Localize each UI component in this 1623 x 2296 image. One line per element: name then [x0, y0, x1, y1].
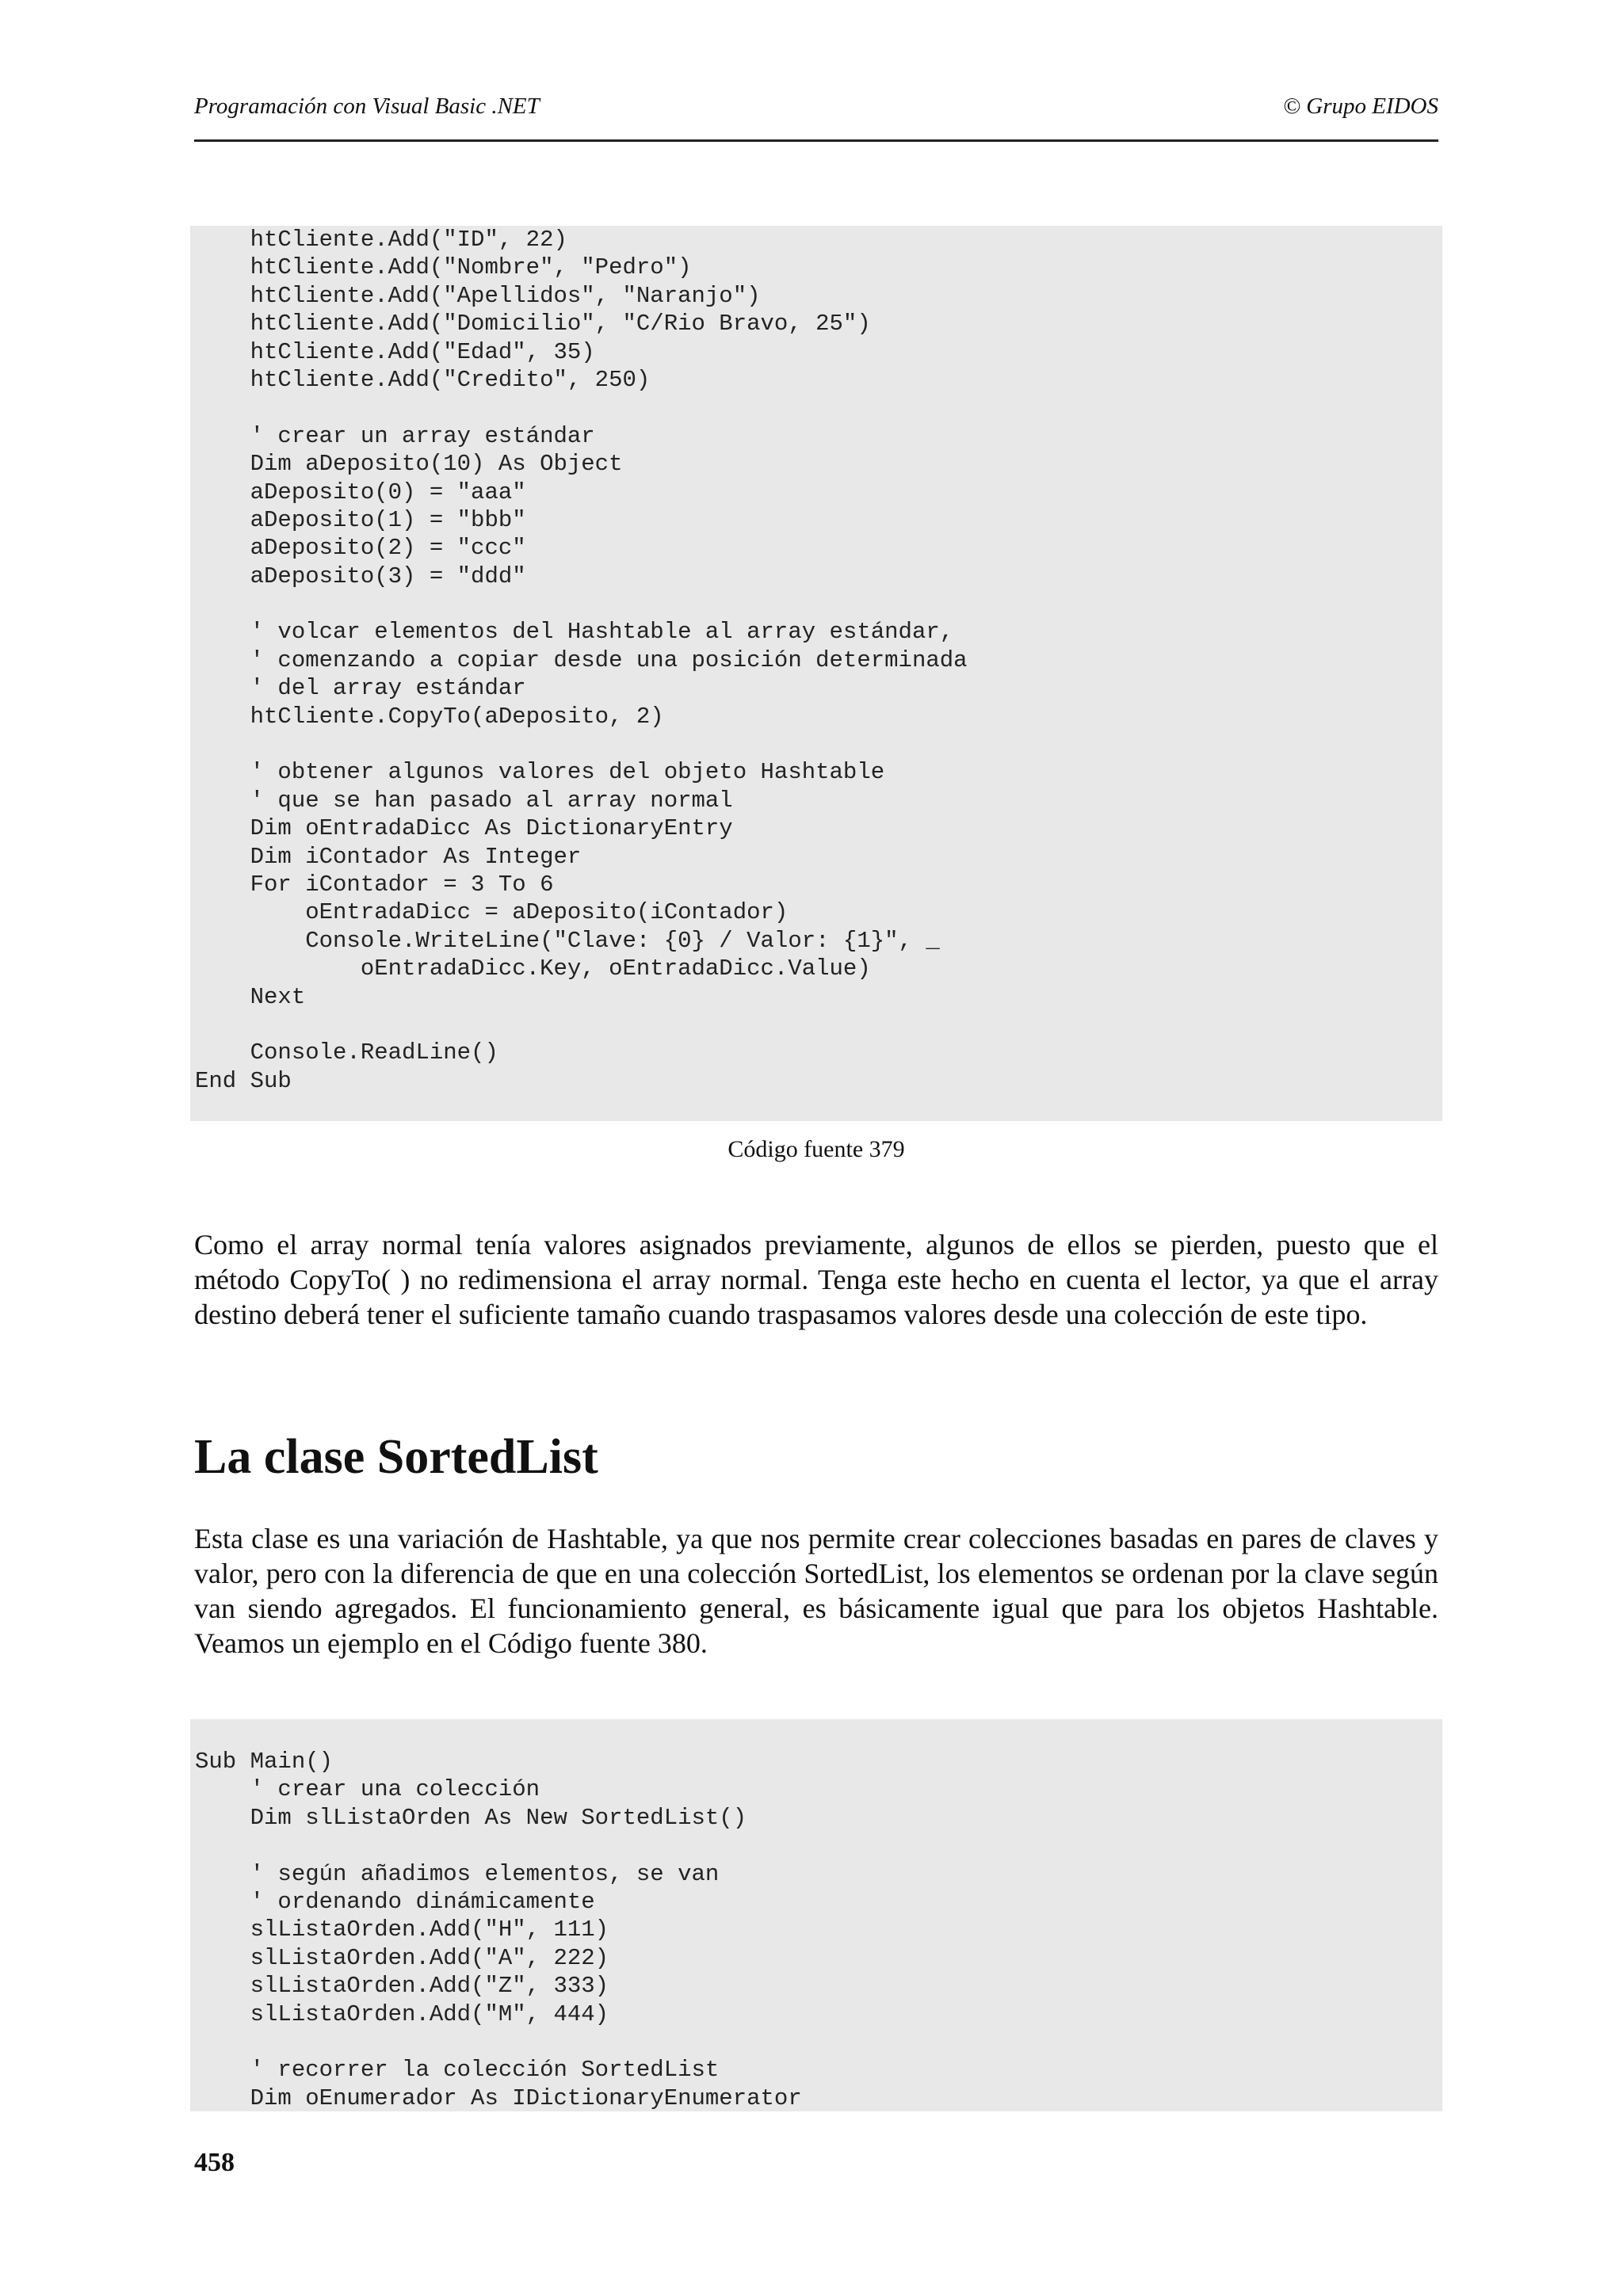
- code-line: htCliente.Add("Edad", 35): [195, 338, 595, 365]
- code-line: slListaOrden.Add("H", 111): [195, 1917, 609, 1943]
- code-caption: Código fuente 379: [727, 1136, 905, 1162]
- code-line: ' recorrer la colección SortedList: [195, 2057, 720, 2084]
- body-paragraph: Como el array normal tenía valores asignados previamente, algunos de ellos se pierden, puesto que el método CopyTo( ) no redimensiona el array normal. Tenga este hecho en cuenta el lector, ya que el array destino deberá tener el suficiente tamaño cuando traspasamos valores desde una colección de este tipo.: [194, 1229, 1438, 1330]
- book-title: Programación con Visual Basic .NET: [194, 93, 540, 119]
- code-line: htCliente.CopyTo(aDeposito, 2): [195, 703, 664, 730]
- code-line: [195, 394, 1442, 421]
- code-line: ' según añadimos elementos, se van: [195, 1860, 720, 1887]
- code-line: ' ordenando dinámicamente: [195, 1888, 595, 1915]
- page-number: 458: [194, 2148, 235, 2177]
- code-line: slListaOrden.Add("M", 444): [195, 2000, 609, 2027]
- code-line: Sub Main(): [195, 1749, 334, 1775]
- code-line: htCliente.Add("Nombre", "Pedro"): [195, 254, 692, 281]
- code-line: Console.WriteLine("Clave: {0} / Valor: {1}", _: [195, 927, 940, 954]
- code-line: aDeposito(0) = "aaa": [195, 479, 526, 505]
- code-line: aDeposito(3) = "ddd": [195, 563, 526, 589]
- code-line: For iContador = 3 To 6: [195, 871, 554, 898]
- code-line: [195, 2028, 1442, 2056]
- page-header: [194, 93, 1438, 142]
- code-block-380: [190, 1719, 1442, 2111]
- code-line: htCliente.Add("Credito", 250): [195, 366, 651, 393]
- code-line: ' crear una colección: [195, 1776, 540, 1803]
- code-line: ' crear un array estándar: [195, 422, 595, 449]
- code-line: slListaOrden.Add("Z", 333): [195, 1973, 609, 2000]
- code-line: Dim aDeposito(10) As Object: [195, 451, 623, 478]
- code-line: [195, 590, 1442, 618]
- code-line: htCliente.Add("Domicilio", "C/Rio Bravo, 25"): [195, 311, 871, 338]
- code-line: Dim slListaOrden As New SortedList(): [195, 1804, 747, 1831]
- code-line: ' del array estándar: [195, 675, 526, 702]
- code-line: Next: [195, 983, 306, 1010]
- code-line: htCliente.Add("ID", 22): [195, 227, 567, 253]
- code-line: Dim oEntradaDicc As DictionaryEntry: [195, 815, 733, 842]
- code-line: [195, 1011, 1442, 1039]
- code-line: htCliente.Add("Apellidos", "Naranjo"): [195, 282, 761, 309]
- code-line: aDeposito(2) = "ccc": [195, 535, 526, 562]
- code-line: Dim oEnumerador As IDictionaryEnumerator: [195, 2084, 802, 2111]
- code-block-379: [190, 226, 1442, 1121]
- code-line: End Sub: [195, 1067, 292, 1094]
- code-line: slListaOrden.Add("A", 222): [195, 1944, 609, 1971]
- section-heading: La clase SortedList: [194, 1430, 598, 1484]
- publisher: © Grupo EIDOS: [1282, 93, 1438, 119]
- code-line: oEntradaDicc = aDeposito(iContador): [195, 899, 789, 926]
- code-line: Console.ReadLine(): [195, 1039, 498, 1066]
- code-line: oEntradaDicc.Key, oEntradaDicc.Value): [195, 955, 871, 982]
- code-line: aDeposito(1) = "bbb": [195, 506, 526, 533]
- code-line: [195, 1832, 1442, 1859]
- code-line: Dim iContador As Integer: [195, 843, 582, 870]
- code-line: ' volcar elementos del Hashtable al array estándar,: [195, 619, 954, 646]
- body-paragraph: Esta clase es una variación de Hashtable, ya que nos permite crear colecciones basadas en pares de claves y valor, pero con la diferencia de que en una colección SortedList, los elementos se ordenan por la clave según van siendo agregados. El funcionamiento general, es básicamente igual que para los objetos Hashtable. Veamos un ejemplo en el Código fuente 380.: [194, 1523, 1438, 1659]
- code-line: [195, 730, 1442, 758]
- code-line: ' obtener algunos valores del objeto Hashtable: [195, 759, 885, 786]
- code-line: ' comenzando a copiar desde una posición determinada: [195, 646, 968, 673]
- code-line: ' que se han pasado al array normal: [195, 787, 733, 814]
